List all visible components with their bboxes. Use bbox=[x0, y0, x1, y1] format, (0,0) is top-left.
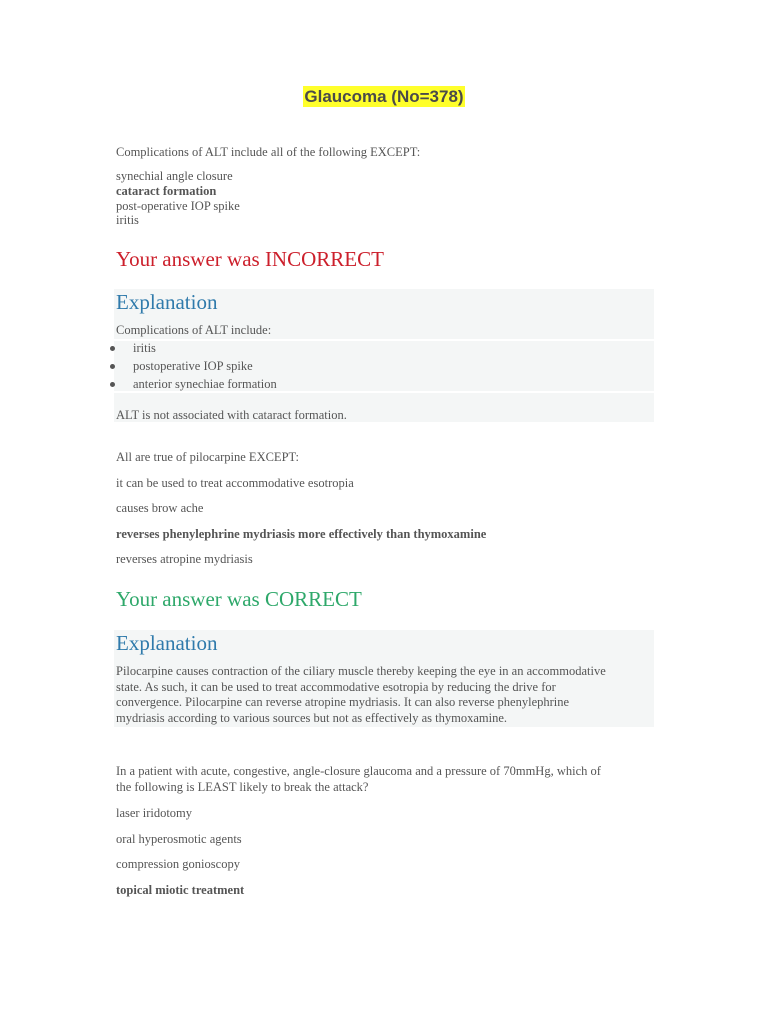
q3-option-2: oral hyperosmotic agents bbox=[116, 832, 242, 846]
q1-explanation-bullet-2: postoperative IOP spike bbox=[133, 359, 253, 373]
bullet-icon bbox=[110, 346, 115, 351]
q2-option-1: it can be used to treat accommodative esotropia bbox=[116, 476, 354, 490]
q1-explanation-intro: Complications of ALT include: bbox=[116, 323, 272, 337]
q1-question: Complications of ALT include all of the following EXCEPT: bbox=[116, 145, 421, 159]
q2-explanation-line-2: state. As such, it can be used to treat accommodative esotropia by reducing the drive for bbox=[116, 680, 556, 694]
q1-explanation-heading: Explanation bbox=[116, 290, 218, 314]
q1-option-3: post-operative IOP spike bbox=[116, 199, 240, 213]
q2-question: All are true of pilocarpine EXCEPT: bbox=[116, 450, 300, 464]
page-title: Glaucoma (No=378) bbox=[304, 87, 464, 106]
q3-option-3: compression gonioscopy bbox=[116, 857, 240, 871]
q2-explanation-line-4: mydriasis according to various sources but not as effectively as thymoxamine. bbox=[116, 711, 507, 725]
q1-option-2-selected: cataract formation bbox=[116, 184, 217, 198]
q1-option-1: synechial angle closure bbox=[116, 169, 233, 183]
q1-explanation-bullet-1: iritis bbox=[133, 341, 156, 355]
q1-result: Your answer was INCORRECT bbox=[116, 247, 384, 271]
q2-explanation-line-1: Pilocarpine causes contraction of the ciliary muscle thereby keeping the eye in an accommodative bbox=[116, 664, 606, 678]
q2-option-2: causes brow ache bbox=[116, 501, 204, 515]
q2-explanation-heading: Explanation bbox=[116, 631, 218, 655]
title-container bbox=[0, 86, 768, 107]
q2-option-3-selected: reverses phenylephrine mydriasis more effectively than thymoxamine bbox=[116, 527, 487, 541]
q2-result: Your answer was CORRECT bbox=[116, 587, 362, 611]
q3-question-line-2: the following is LEAST likely to break the attack? bbox=[116, 780, 369, 794]
q1-option-4: iritis bbox=[116, 213, 139, 227]
q1-explanation-bullet-3: anterior synechiae formation bbox=[133, 377, 277, 391]
q2-option-4: reverses atropine mydriasis bbox=[116, 552, 253, 566]
q1-explanation-note: ALT is not associated with cataract formation. bbox=[116, 408, 347, 422]
q3-question-line-1: In a patient with acute, congestive, angle-closure glaucoma and a pressure of 70mmHg, which of bbox=[116, 764, 601, 778]
bullet-icon bbox=[110, 364, 115, 369]
q3-option-1: laser iridotomy bbox=[116, 806, 193, 820]
bullet-icon bbox=[110, 382, 115, 387]
q3-option-4-selected: topical miotic treatment bbox=[116, 883, 245, 897]
q2-explanation-line-3: convergence. Pilocarpine can reverse atropine mydriasis. It can also reverse phenylephrine bbox=[116, 695, 570, 709]
